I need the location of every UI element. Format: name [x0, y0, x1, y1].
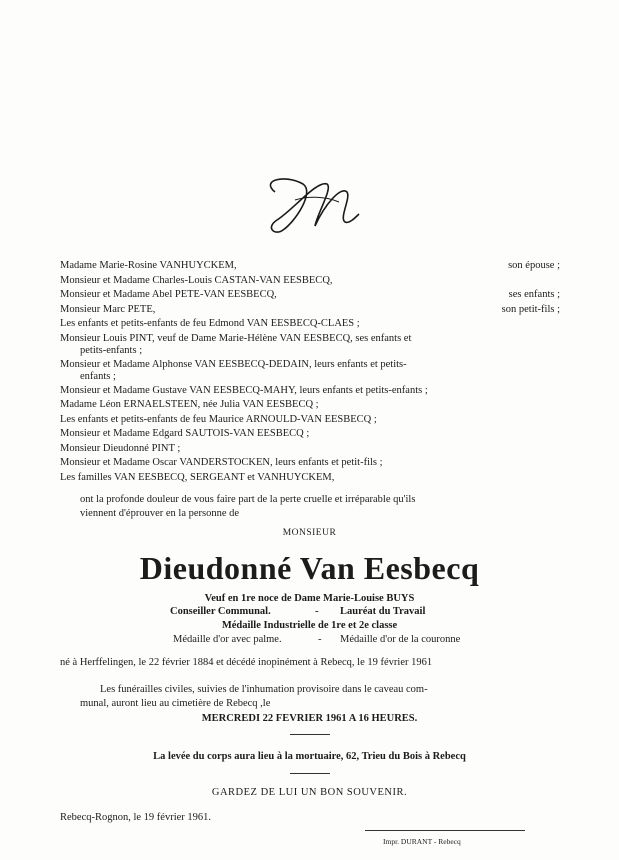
family-relation: son petit-fils ; [501, 303, 560, 315]
obituary-page: Madame Marie-Rosine VANHUYCKEM, son épouse ; Monsieur et Madame Charles-Louis CASTAN-VAN EESBECQ, Monsieur et Madame Abel PETE-VAN EESBECQ, ses enfants ; Monsieur Marc PETE, son petit-fils ; Les enfants et petits-enfants de feu Edmond VAN EESBECQ-CLAES ; Monsieur Louis PINT, veuf de Dame Marie-Hélène VAN EESBECQ, ses enfants et petits-enfants ; Monsieur et Madame Alphonse VAN EESBECQ-DEDAIN, leurs enfants et petits- enfants ; Monsieur et Madame Gustave VAN EESBECQ-MAHY, leurs enfants et petits-enfants ; Madame Léon ERNAELSTEEN, née Julia VAN EESBECQ ; Les enfants et petits-enfants de feu Maurice ARNOULD-VAN EESBECQ ; Monsieur et Madame Edgard SAUTOIS-VAN EESBECQ ; Monsieur Dieudonné PINT ; Monsieur et Madame Oscar VANDERSTOCKEN, leurs enfants et petit-fils ; Les familles VAN EESBECQ, SERGEANT et VANHUYCKEM, ont la profonde douleur de vous faire part de la perte cruelle et irréparable qu'ils viennent d'éprouver en la personne de MONSIEUR Dieudonné Van Eesbecq Veuf en 1re noce de Dame Marie-Louise BUYS Conseiller Communal. - Lauréat du Travail Médaille Industrielle de 1re et 2e classe Médaille d'or avec palme. - Médaille d'or de la couronne né à Herffelingen, le 22 février 1884 et décédé inopinément à Rebecq, le 19 février 1961 Les funérailles civiles, suivies de l'inhumation provisoire dans le caveau com- munal, auront lieu au cimetière de Rebecq ,le MERCREDI 22 FEVRIER 1961 A 16 HEURES. La levée du corps aura lieu à la mortuaire, 62, Trieu du Bois à Rebecq GARDEZ DE LUI UN BON SOUVENIR. Rebecq-Rognon, le 19 février 1961. Impr. DURANT - Rebecq [0, 0, 619, 860]
family-member: enfants ; [80, 370, 116, 382]
family-member: petits-enfants ; [80, 344, 143, 356]
souvenir-line: GARDEZ DE LUI UN BON SOUVENIR. [211, 787, 408, 798]
family-relation: ses enfants ; [508, 289, 560, 300]
divider-2 [290, 773, 330, 774]
family-member: Madame Léon ERNAELSTEEN, née Julia VAN EESBECQ ; [60, 399, 319, 410]
family-row [80, 345, 142, 356]
family-row [80, 371, 116, 382]
family-row [60, 332, 560, 345]
family-member: Monsieur et Madame Oscar VANDERSTOCKEN, leurs enfants et petit-fils ; [60, 457, 383, 468]
deceased-name: Dieudonné Van Eesbecq [139, 550, 480, 586]
title-medaille-couronne: Médaille d'or de la couronne [340, 634, 461, 645]
family-member: Madame Marie-Rosine VANHUYCKEM, [60, 260, 237, 271]
intro-line-1: ont la profonde douleur de vous faire part de la perte cruelle et irréparable qu'ils [80, 494, 416, 505]
family-member: Les enfants et petits-enfants de feu Maurice ARNOULD-VAN EESBECQ ; [60, 413, 377, 425]
family-member: Monsieur Marc PETE, [60, 303, 156, 315]
family-row [60, 471, 560, 484]
monogram-ornament [255, 170, 365, 240]
family-member: Monsieur et Madame Edgard SAUTOIS-VAN EESBECQ ; [60, 428, 310, 439]
title-medaille-palme: Médaille d'or avec palme. [173, 634, 282, 645]
printer-credit: Impr. DURANT - Rebecq [383, 837, 461, 846]
family-row [60, 358, 560, 371]
divider-1 [290, 734, 330, 735]
family-member: Les enfants et petits-enfants de feu Edmond VAN EESBECQ-CLAES ; [60, 318, 360, 329]
family-row [60, 442, 560, 455]
family-member: Monsieur Dieudonné PINT ; [60, 442, 181, 454]
levee-du-corps: La levée du corps aura lieu à la mortuaire, 62, Trieu du Bois à Rebecq [153, 751, 466, 762]
family-member: Monsieur et Madame Gustave VAN EESBECQ-MAHY, leurs enfants et petits-enfants ; [60, 384, 428, 396]
funeral-line-1: Les funérailles civiles, suivies de l'inhumation provisoire dans le caveau com- [100, 684, 428, 695]
family-row [60, 288, 560, 301]
family-member: Monsieur et Madame Abel PETE-VAN EESBECQ, [60, 289, 277, 300]
family-member: Monsieur et Madame Charles-Louis CASTAN-VAN EESBECQ, [60, 274, 333, 286]
title-conseiller: Conseiller Communal. [170, 606, 271, 617]
family-relation: son épouse ; [508, 260, 560, 271]
printer-rule [365, 830, 525, 831]
family-row [60, 303, 560, 316]
family-row [60, 274, 560, 287]
funeral-date: MERCREDI 22 FEVRIER 1961 A 16 HEURES. [201, 713, 418, 724]
place-date: Rebecq-Rognon, le 19 février 1961. [60, 812, 212, 823]
title-line-1: Veuf en 1re noce de Dame Marie-Louise BUYS [204, 593, 415, 604]
family-row [60, 413, 560, 426]
family-member: Les familles VAN EESBECQ, SERGEANT et VANHUYCKEM, [60, 471, 335, 483]
honorific: MONSIEUR [282, 528, 337, 538]
title-medaille-industrielle: Médaille Industrielle de 1re et 2e classe [221, 620, 398, 631]
family-row [60, 384, 560, 397]
family-member: Monsieur Louis PINT, veuf de Dame Marie-Hélène VAN EESBECQ, ses enfants et [60, 332, 412, 344]
family-row [60, 427, 560, 440]
family-member: Monsieur et Madame Alphonse VAN EESBECQ-DEDAIN, leurs enfants et petits- [60, 358, 407, 370]
family-row [60, 398, 560, 411]
funeral-line-2: munal, auront lieu au cimetière de Rebecq ,le [80, 698, 271, 709]
family-row [60, 259, 560, 272]
birth-death-line: né à Herffelingen, le 22 février 1884 et décédé inopinément à Rebecq, le 19 février 1961 [60, 657, 433, 668]
family-row [60, 456, 560, 469]
family-row [60, 317, 560, 330]
title-laureat: Lauréat du Travail [340, 606, 426, 617]
intro-line-2: viennent d'éprouver en la personne de [80, 508, 240, 519]
